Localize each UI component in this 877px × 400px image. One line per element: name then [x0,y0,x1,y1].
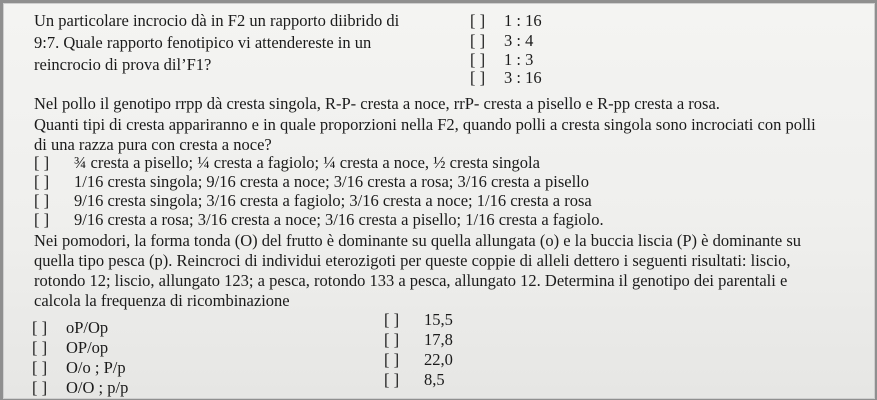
checkbox-brackets: [ ] [384,370,400,389]
option-label: OP/op [66,338,109,357]
checkbox-brackets: [ ] [32,378,48,397]
genotype-option[interactable] [32,337,108,359]
genotype-option[interactable] [32,317,108,339]
option-checkbox[interactable] [470,10,542,32]
checkbox-brackets: [ ] [384,350,400,369]
option-label: 15,5 [424,310,453,329]
question-1-line-2: 9:7. Quale rapporto fenotipico vi attendereste in un [34,33,372,52]
option-label: ¾ cresta a pisello; ¼ cresta a fagiolo; ¼ cresta a noce, ½ cresta singola [74,153,540,172]
option-label: 1 : 3 [504,50,534,69]
frequency-option[interactable] [384,329,453,351]
checkbox-brackets: [ ] [32,318,48,337]
question-3-line-3: rotondo 12; liscio, allungato 123; a pesca, rotondo 133 a pesca, allungato 12. Determina il genotipo dei parentali e [34,271,788,290]
option-label: O/o ; P/p [66,358,126,377]
option-label: 22,0 [424,350,453,369]
frequency-option[interactable] [384,369,445,391]
option-checkbox[interactable] [470,67,542,89]
checkbox-brackets: [ ] [384,330,400,349]
question-1-line-3: reincrocio di prova dil’F1? [34,55,212,74]
question-2-line-3: di una razza pura con cresta a noce? [34,135,272,154]
question-3-line-4: calcola la frequenza di ricombinazione [34,291,290,310]
genotype-option[interactable] [32,357,126,379]
checkbox-brackets: [ ] [32,338,48,357]
question-2-line-1: Nel pollo il genotipo rrpp dà cresta singola, R-P- cresta a noce, rrP- cresta a pisello e R-pp cresta a rosa. [34,94,720,113]
frequency-option[interactable] [384,309,453,331]
checkbox-brackets: [ ] [470,11,486,30]
question-1-line-1: Un particolare incrocio dà in F2 un rapporto diibrido di [34,11,400,30]
checkbox-brackets: [ ] [470,68,486,87]
option-checkbox[interactable] [34,209,604,231]
option-label: 3 : 16 [504,68,542,87]
checkbox-brackets: [ ] [384,310,400,329]
document-page [3,3,875,399]
option-label: 1 : 16 [504,11,542,30]
option-label: 9/16 cresta singola; 3/16 cresta a fagiolo; 3/16 cresta a noce; 1/16 cresta a rosa [74,191,592,210]
question-2-line-2: Quanti tipi di cresta appariranno e in quale proporzioni nella F2, quando polli a cresta singola sono incrociati con polli [34,115,816,134]
checkbox-brackets: [ ] [34,172,50,191]
checkbox-brackets: [ ] [34,191,50,210]
frequency-option[interactable] [384,349,453,371]
question-3-line-2: quella tipo pesca (p). Reincroci di individui eterozigoti per queste coppie di alleli dettero i seguenti risultati: liscio, [34,251,791,270]
genotype-option[interactable] [32,377,128,399]
option-label: 9/16 cresta a rosa; 3/16 cresta a noce; 3/16 cresta a pisello; 1/16 cresta a fagiolo. [74,210,604,229]
option-label: oP/Op [66,318,109,337]
option-label: 3 : 4 [504,31,534,50]
checkbox-brackets: [ ] [34,153,50,172]
option-label: 1/16 cresta singola; 9/16 cresta a noce; 3/16 cresta a rosa; 3/16 cresta a pisello [74,172,589,191]
option-label: O/O ; p/p [66,378,129,397]
question-3-line-1: Nei pomodori, la forma tonda (O) del frutto è dominante su quella allungata (o) e la buccia liscia (P) è dominante su [34,231,802,250]
checkbox-brackets: [ ] [470,31,486,50]
checkbox-brackets: [ ] [34,210,50,229]
option-label: 17,8 [424,330,453,349]
checkbox-brackets: [ ] [470,50,486,69]
checkbox-brackets: [ ] [32,358,48,377]
option-label: 8,5 [424,370,445,389]
